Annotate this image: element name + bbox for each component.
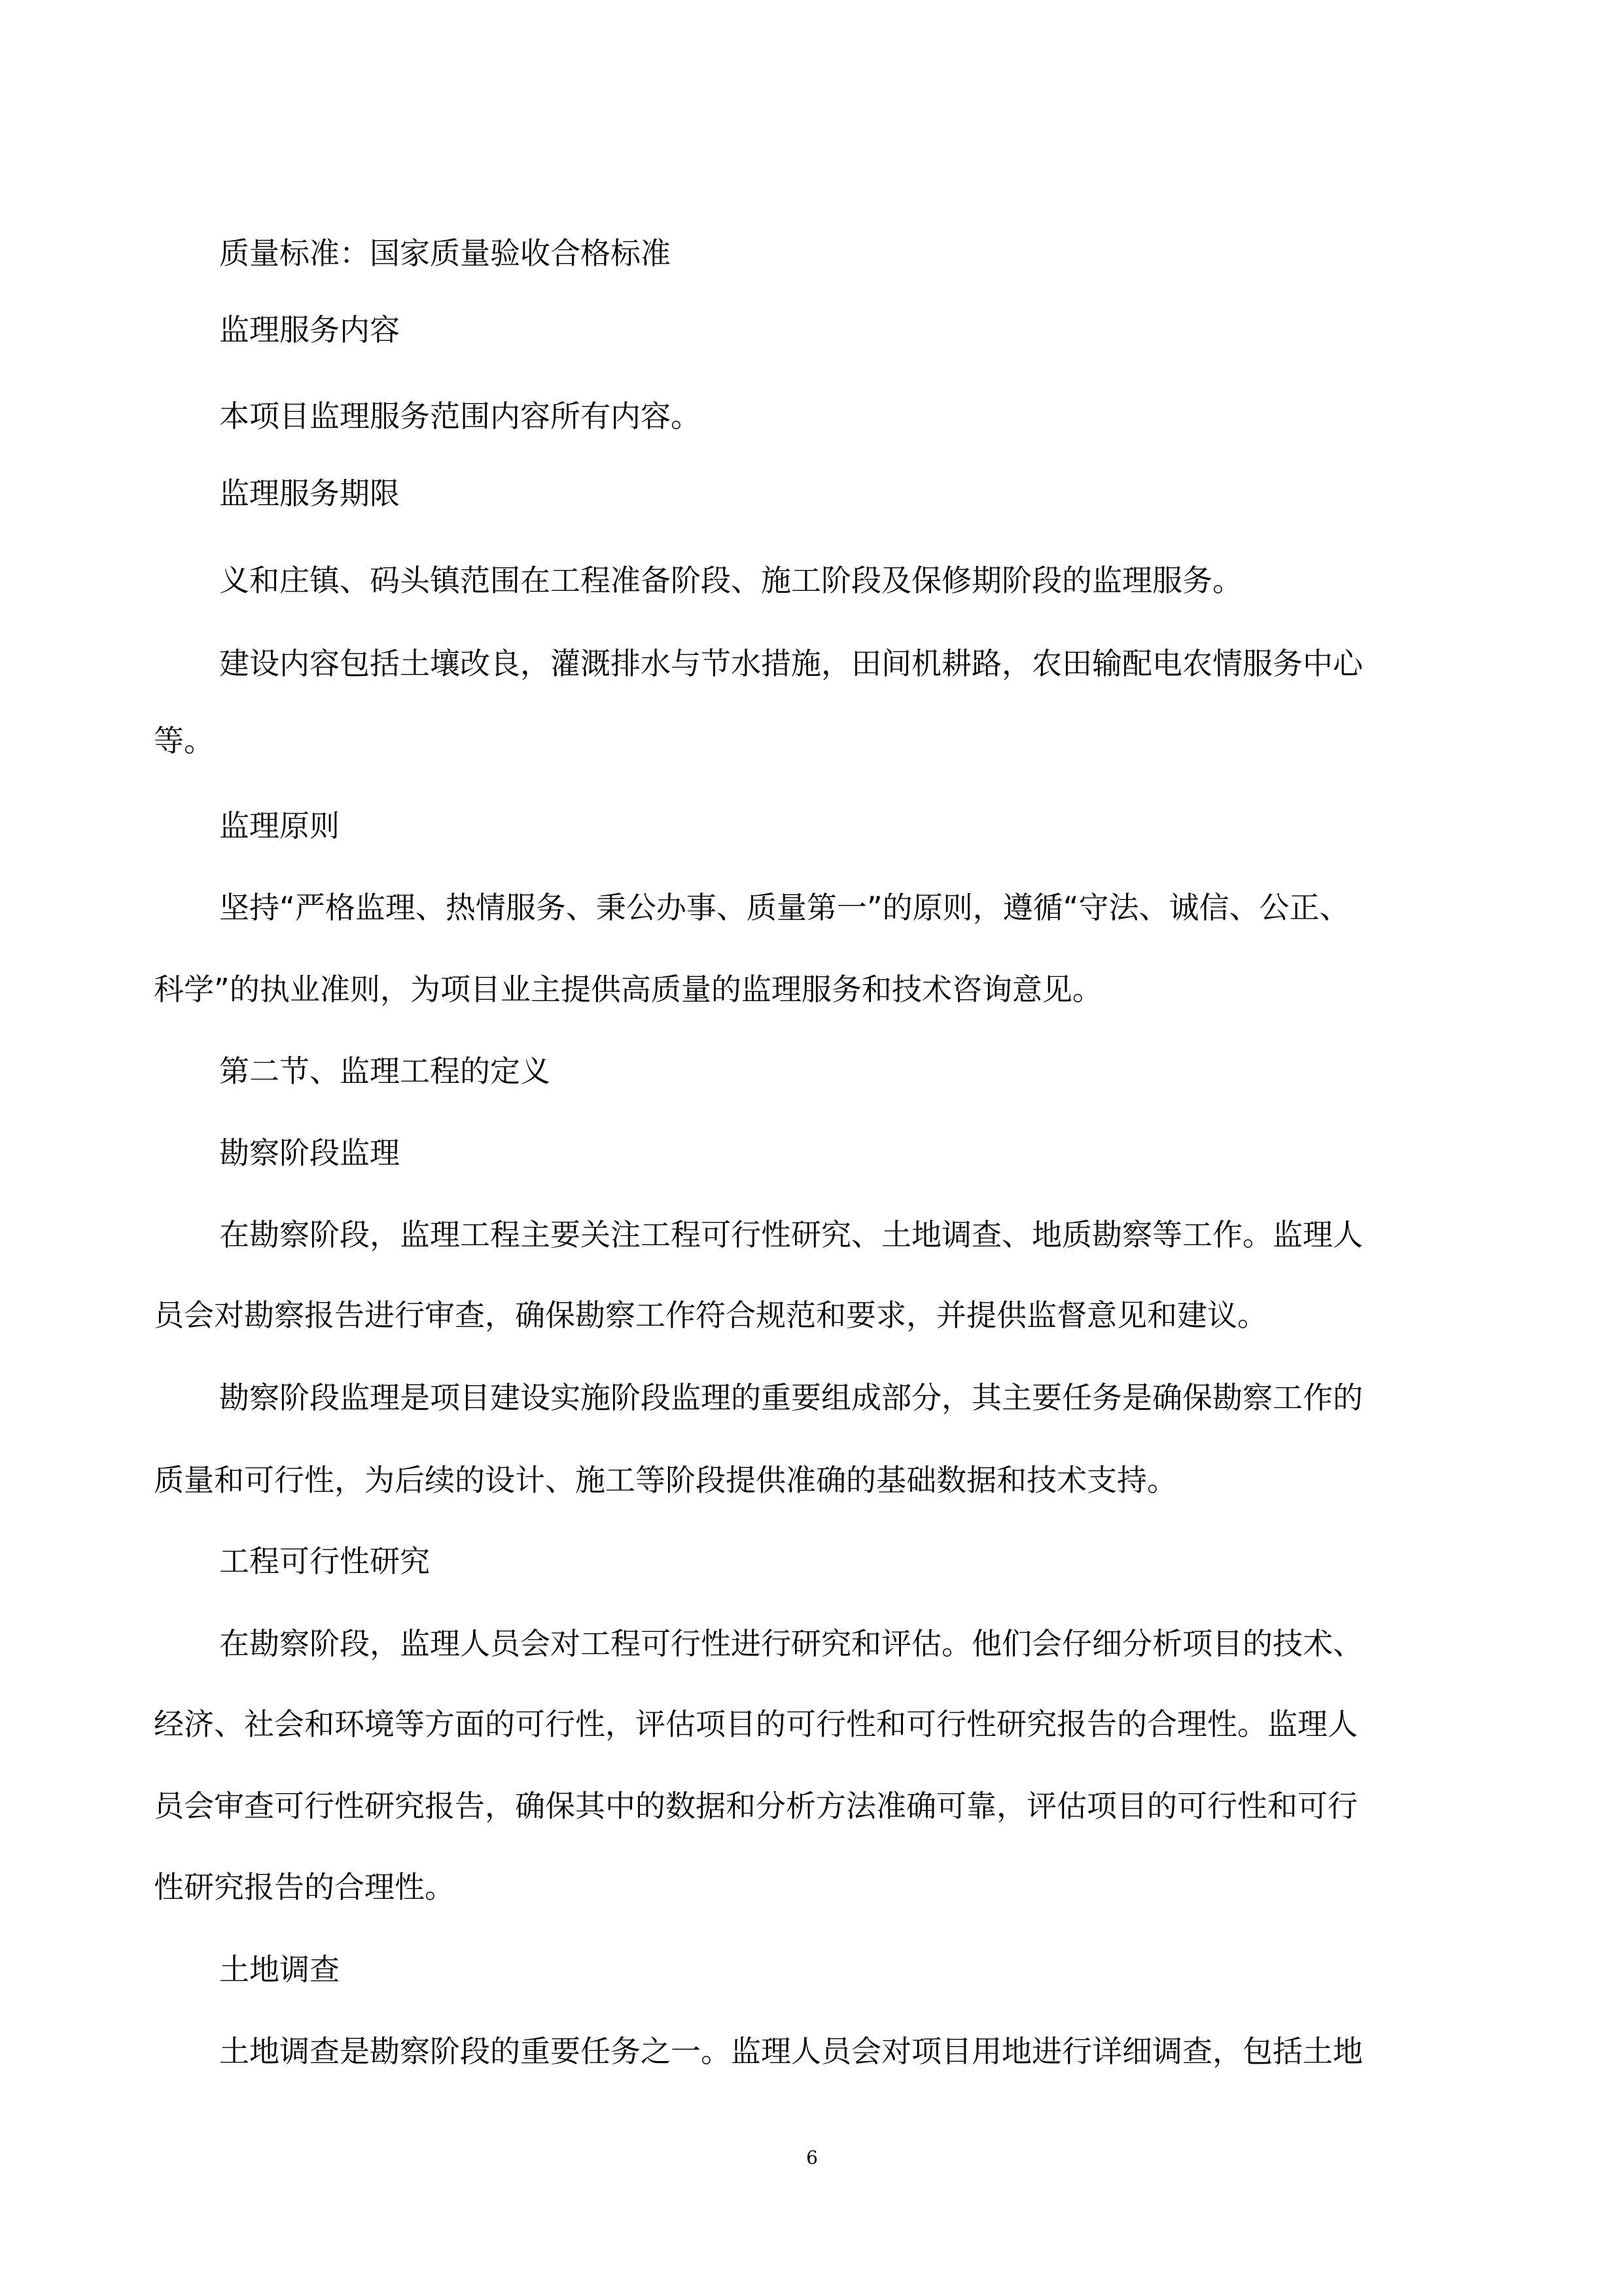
heading-service-content: 监理服务内容 <box>219 312 400 347</box>
survey-para2-line-1: 勘察阶段监理是项目建设实施阶段监理的重要组成部分，其主要任务是确保勘察工作的 <box>219 1380 1363 1415</box>
heading-section-2: 第二节、监理工程的定义 <box>219 1053 550 1089</box>
service-period-text: 义和庄镇、码头镇范围在工程准备阶段、施工阶段及保修期阶段的监理服务。 <box>219 563 1243 598</box>
build-content-line-2: 等。 <box>154 723 214 758</box>
survey-para1-line-1: 在勘察阶段，监理工程主要关注工程可行性研究、土地调查、地质勘察等工作。监理人 <box>219 1217 1363 1252</box>
quality-standard-line: 质量标准：国家质量验收合格标准 <box>219 236 671 271</box>
service-content-text: 本项目监理服务范围内容所有内容。 <box>219 398 701 434</box>
survey-para1-line-2: 员会对勘察报告进行审查，确保勘察工作符合规范和要求，并提供监督意见和建议。 <box>154 1298 1267 1333</box>
page-number: 6 <box>806 2147 818 2168</box>
land-survey-line-1: 土地调查是勘察阶段的重要任务之一。监理人员会对项目用地进行详细调查，包括土地 <box>219 2034 1363 2069</box>
heading-land-survey: 土地调查 <box>219 1952 340 1987</box>
feasibility-line-3: 员会审查可行性研究报告，确保其中的数据和分析方法准确可靠，评估项目的可行性和可行 <box>154 1788 1358 1824</box>
heading-feasibility: 工程可行性研究 <box>219 1544 430 1579</box>
survey-para2-line-2: 质量和可行性，为后续的设计、施工等阶段提供准确的基础数据和技术支持。 <box>154 1462 1177 1498</box>
principle-line-1: 坚持“严格监理、热情服务、秉公办事、质量第一”的原则，遵循“守法、诚信、公正、 <box>219 890 1350 925</box>
principle-line-2: 科学”的执业准则，为项目业主提供高质量的监理服务和技术咨询意见。 <box>154 972 1103 1007</box>
feasibility-line-1: 在勘察阶段，监理人员会对工程可行性进行研究和评估。他们会仔细分析项目的技术、 <box>219 1626 1363 1661</box>
feasibility-line-2: 经济、社会和环境等方面的可行性，评估项目的可行性和可行性研究报告的合理性。监理人 <box>154 1706 1358 1742</box>
heading-principle: 监理原则 <box>219 808 340 843</box>
heading-survey-stage: 勘察阶段监理 <box>219 1135 400 1171</box>
feasibility-line-4: 性研究报告的合理性。 <box>154 1869 455 1905</box>
heading-service-period: 监理服务期限 <box>219 476 400 511</box>
build-content-line-1: 建设内容包括土壤改良，灌溉排水与节水措施，田间机耕路，农田输配电农情服务中心 <box>219 646 1363 681</box>
